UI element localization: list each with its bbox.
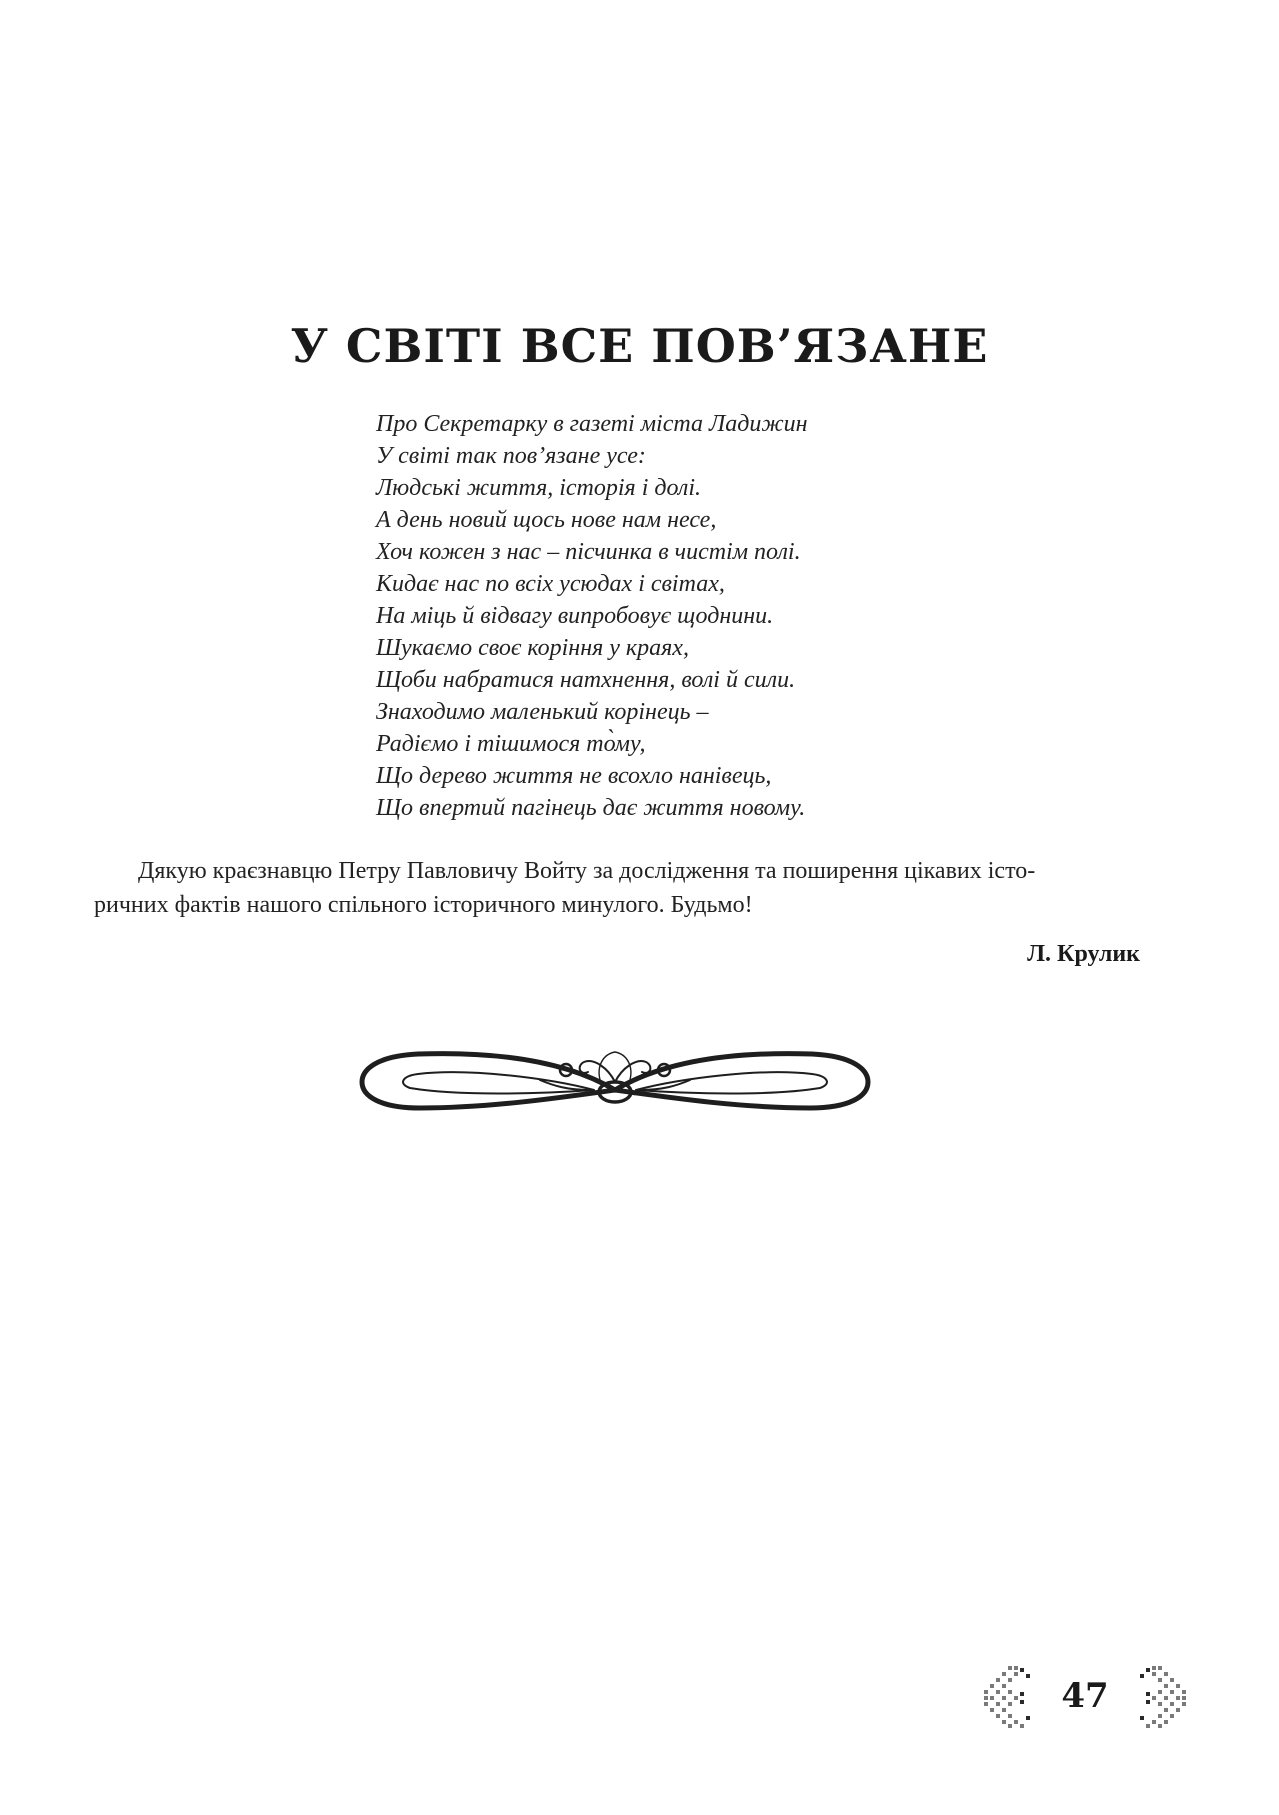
embroidery-border-icon xyxy=(982,1666,1030,1728)
poem-line: Хоч кожен з нас – пісчинка в чистім полі. xyxy=(376,539,801,565)
poem-line: Шукаємо своє коріння у краях, xyxy=(376,635,689,661)
author-signature: Л. Крулик xyxy=(1027,941,1140,967)
poem-line: А день новий щось нове нам несе, xyxy=(376,507,717,533)
poem-line: Радіємо і тішимося то̀му, xyxy=(376,731,646,757)
poem-line: Щоби набратися натхнення, волі й сили. xyxy=(376,667,796,693)
poem-line: Що впертий пагінець дає життя новому. xyxy=(376,795,806,821)
page-title: У СВІТІ ВСЕ ПОВ’ЯЗАНЕ xyxy=(290,319,989,373)
poem-line: У світі так пов’язане усе: xyxy=(376,443,646,469)
poem-line: На міць й відвагу випробовує щоднини. xyxy=(376,603,774,629)
flourish-ornament-icon xyxy=(358,1046,872,1116)
poem-line: Знаходимо маленький корінець – xyxy=(376,699,709,725)
paragraph-line: ричних фактів нашого спільного історичного минулого. Будьмо! xyxy=(94,892,753,918)
poem-line: Людські життя, історія і долі. xyxy=(376,475,702,501)
poem-line: Про Секретарку в газеті міста Ладижин xyxy=(376,411,808,437)
poem-line: Що дерево життя не всохло нанівець, xyxy=(376,763,772,789)
poem xyxy=(376,408,808,824)
acknowledgement-paragraph xyxy=(94,854,1140,922)
page-footer xyxy=(982,1666,1188,1728)
poem-line: Кидає нас по всіх усюдах і світах, xyxy=(376,571,725,597)
embroidery-border-icon xyxy=(1140,1666,1188,1728)
paragraph-line: Дякую краєзнавцю Петру Павловичу Войту за дослідження та поширення цікавих істо- xyxy=(138,858,1036,884)
page-number: 47 xyxy=(1061,1676,1109,1716)
